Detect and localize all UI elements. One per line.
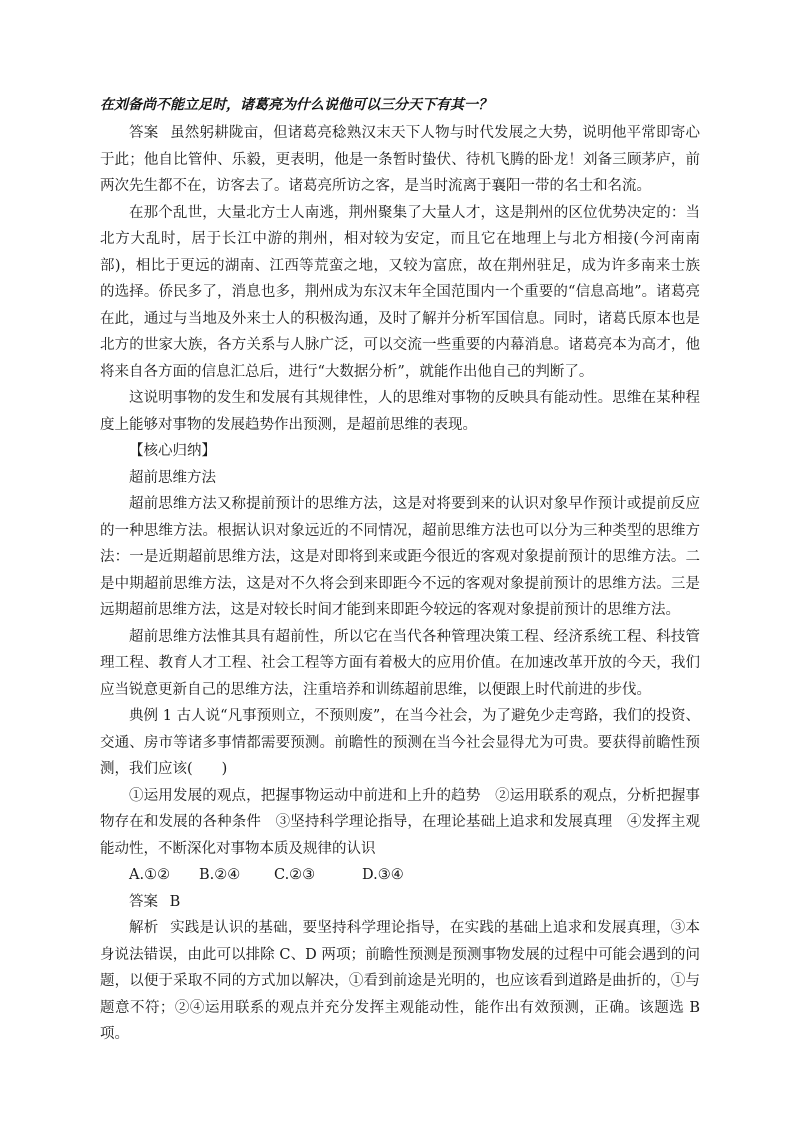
core-subheading: 超前思维方法 xyxy=(129,469,216,486)
option-a: A.①② xyxy=(129,867,171,883)
example-items: ①运用发展的观点，把握事物运动中前进和上升的趋势 ②运用联系的观点，分析把握事物存在和发展的各种条件 ③坚持科学理论指导，在理论基础上追求和发展真理 ④发挥主观能动性，不断深化对事物本质及规律的认识 xyxy=(100,787,700,857)
answer-paragraph-1 xyxy=(100,120,700,200)
analysis-text: 实践是认识的基础，要坚持科学理论指导，在实践的基础上追求和发展真理，③本身说法错误，由此可以排除 C、D 两项；前瞻性预测是预测事物发展的过程中可能会遇到的问题，以便于采取不同的方式加以解决，①看到前途是光明的，也应该看到道路是曲折的，①与题意不符；②④运用联系的观点并充分发挥主观能动性，能作出有效预测，正确。该题选 B 项。 xyxy=(100,920,701,1042)
option-c: C.②③ xyxy=(274,867,316,883)
example-stem: 典例 1 古人说“凡事预则立，不预则废”，在当今社会，为了避免少走弯路，我们的投资、交通、房市等诸多事情都需要预测。前瞻性的预测在当今社会显得尤为可贵。要获得前瞻性预测，我们应该( ) xyxy=(100,708,700,777)
example-analysis xyxy=(100,915,700,1048)
option-b: B.②④ xyxy=(199,867,241,883)
analysis-label: 解析 xyxy=(129,920,159,936)
answer-text-1: 虽然躬耕陇亩，但诸葛亮稔熟汉末天下人物与时代发展之大势，说明他平常即寄心于此；他自比管仲、乐毅，更表明，他是一条暂时蛰伏、待机飞腾的卧龙！刘备三顾茅庐，前两次先生都不在，访客去了。诸葛亮所访之客，是当时流离于襄阳一带的名士和名流。 xyxy=(100,125,701,194)
document-page xyxy=(100,94,700,1048)
example-answer xyxy=(100,889,700,916)
core-heading: 【核心归纳】 xyxy=(129,443,216,459)
core-paragraph-1: 超前思维方法又称提前预计的思维方法，这是对将要到来的认识对象早作预计或提前反应的一种思维方法。根据认识对象远近的不同情况，超前思维方法也可以分为三种类型的思维方法：一是近期超前思维方法，这是对即将到来或距今很近的客观对象提前预计的思维方法。二是中期超前思维方法，这是对不久将会到来即距今不远的客观对象提前预计的思维方法。三是远期超前思维方法，这是对较长时间才能到来即距今较远的客观对象提前预计的思维方法。 xyxy=(100,496,700,618)
option-d: D.③④ xyxy=(362,867,404,883)
core-paragraph-2: 超前思维方法惟其具有超前性，所以它在当代各种管理决策工程、经济系统工程、科技管理工程、教育人才工程、社会工程等方面有着极大的应用价值。在加速改革开放的今天，我们应当锐意更新自己的思维方法，注重培养和训练超前思维，以便跟上时代前进的步伐。 xyxy=(100,628,700,698)
example-answer-label: 答案 xyxy=(129,893,158,910)
answer-paragraph-2: 在那个乱世，大量北方士人南逃，荆州聚集了大量人才，这是荆州的区位优势决定的：当北方大乱时，居于长江中游的荆州，相对较为安定，而且它在地理上与北方相接(今河南南部)，相比于更远的湖南、江西等荒蛮之地，又较为富庶，故在荆州驻足，成为许多南来士族的选择。侨民多了，消息也多，荆州成为东汉末年全国范围内一个重要的“信息高地”。诸葛亮在此，通过与当地及外来士人的积极沟通，及时了解并分析军国信息。同时，诸葛氏原本也是北方的世家大族，各方关系与人脉广泛，可以交流一些重要的内幕消息。诸葛亮本为高才，他将来自各方面的信息汇总后，进行“大数据分析”，就能作出他自己的判断了。 xyxy=(100,204,700,380)
example-options xyxy=(100,862,700,889)
answer-label: 答案 xyxy=(129,125,159,141)
answer-paragraph-3: 这说明事物的发生和发展有其规律性，人的思维对事物的反映具有能动性。思维在某种程度上能够对事物的发展趋势作出预测，是超前思维的表现。 xyxy=(100,390,700,433)
example-answer-value: B xyxy=(169,893,181,910)
question-title: 在刘备尚不能立足时，诸葛亮为什么说他可以三分天下有其一？ xyxy=(100,97,492,113)
